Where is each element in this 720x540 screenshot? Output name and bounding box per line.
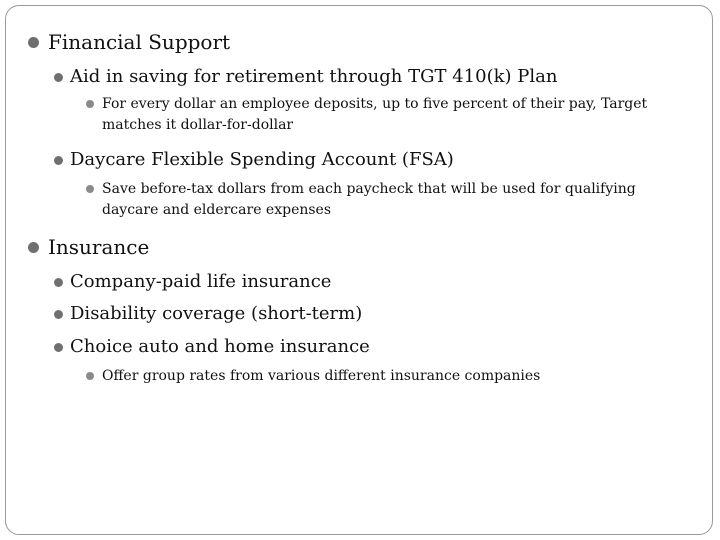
bullet-text: For every dollar an employee deposits, up to five percent of their pay, Target matches it dollar-for-dollar: [102, 96, 648, 133]
bullet-text: Company-paid life insurance: [70, 271, 332, 292]
bullet-dot-icon: [86, 185, 94, 193]
bullet-dot-icon: [28, 37, 39, 48]
bullet-group-rates: [86, 366, 686, 387]
bullet-dot-icon: [54, 310, 63, 319]
bullet-dot-icon: [54, 156, 63, 165]
bullet-dot-icon: [54, 278, 63, 287]
bullet-text: Aid in saving for retirement through TGT 410(k) Plan: [70, 66, 558, 87]
bullet-dollar-match: [86, 94, 686, 136]
bullet-text: Choice auto and home insurance: [70, 336, 370, 357]
bullet-before-tax: [86, 179, 686, 221]
bullet-disability: [54, 303, 362, 325]
bullet-life-insurance: [54, 271, 331, 293]
bullet-financial-support: [28, 30, 230, 54]
slide-frame: [5, 5, 713, 535]
bullet-text: Save before-tax dollars from each paycheck that will be used for qualifying daycare and eldercare expenses: [102, 181, 636, 218]
bullet-auto-home: [54, 336, 370, 358]
bullet-dot-icon: [54, 73, 63, 82]
bullet-dot-icon: [28, 242, 39, 253]
bullet-dot-icon: [86, 372, 94, 380]
bullet-retirement-plan: [54, 66, 557, 88]
bullet-text: Insurance: [48, 235, 150, 259]
bullet-text: Daycare Flexible Spending Account (FSA): [70, 149, 454, 170]
bullet-dot-icon: [86, 100, 94, 108]
bullet-insurance: [28, 235, 149, 259]
bullet-text: Financial Support: [48, 30, 231, 54]
bullet-dot-icon: [54, 343, 63, 352]
bullet-daycare-fsa: [54, 149, 454, 171]
bullet-text: Offer group rates from various different insurance companies: [102, 368, 541, 384]
bullet-text: Disability coverage (short-term): [70, 303, 363, 324]
